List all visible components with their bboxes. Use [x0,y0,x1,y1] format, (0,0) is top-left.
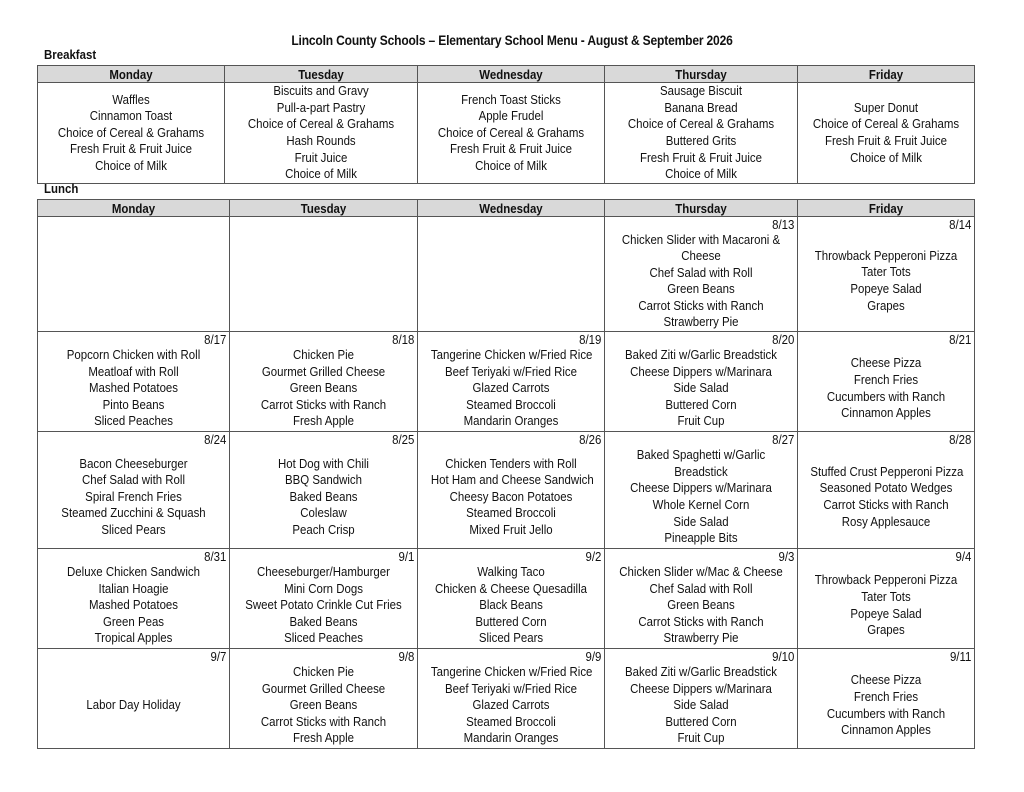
menu-item: Popcorn Chicken with Roll [66,347,201,363]
lunch-cell [798,332,975,432]
date-label: 9/2 [585,548,602,564]
menu-item: Apple Frudel [478,108,544,124]
menu-items [617,83,786,183]
menu-items [49,447,217,548]
menu-item: Buttered Corn [665,713,737,729]
breakfast-day-header [605,66,798,83]
menu-items [49,664,217,748]
menu-items [429,664,593,748]
menu-item: Pinto Beans [102,396,165,412]
menu-items [809,664,964,748]
lunch-cell [418,549,605,649]
menu-item: Grapes [867,622,905,638]
menu-item: Carrot Sticks with Ranch [823,497,949,512]
date-label: 8/17 [204,331,227,347]
lunch-cell-content [798,218,974,331]
date-label: 8/25 [392,431,415,447]
day-name: Monday [111,200,156,216]
menu-items [809,447,964,548]
lunch-cell [605,549,798,649]
lunch-week-row [38,332,975,432]
menu-item: Italian Hoagie [98,580,169,596]
menu-item: Coleslaw [300,505,347,521]
breakfast-cell [38,83,225,184]
menu-item: Super Donut [853,99,919,115]
lunch-cell [38,649,230,749]
page-title: Lincoln County Schools – Elementary School Menu - August & September 2026 [291,32,733,48]
menu-items [617,447,786,548]
menu-items [241,347,406,431]
menu-item: Baked Beans [289,488,358,504]
lunch-cell-content [230,218,417,331]
menu-item: Fruit Cup [677,730,725,746]
lunch-cell-content [418,650,604,748]
lunch-week-row [38,649,975,749]
menu-items [429,92,593,175]
menu-item: Chicken Pie [292,347,355,363]
menu-item: Fresh Fruit & Fruit Juice [69,141,193,157]
menu-item: Mixed Fruit Jello [469,521,553,537]
menu-item: French Toast Sticks [461,91,561,107]
day-name: Thursday [675,66,727,82]
lunch-cell [418,649,605,749]
menu-item: Side Salad [673,513,729,529]
lunch-day-header [418,200,605,217]
menu-item: Hash Rounds [286,133,356,148]
menu-item: Side Salad [673,697,729,713]
menu-item: Peach Crisp [292,521,355,537]
menu-item: Baked Ziti w/Garlic Breadstick [625,347,777,363]
menu-items [237,83,406,183]
lunch-cell-content [230,433,417,548]
menu-item: Tropical Apples [94,630,173,646]
lunch-header-row [38,200,975,217]
menu-item: Strawberry Pie [663,314,739,330]
lunch-cell-content [605,550,797,648]
breakfast-day-header [418,66,605,83]
lunch-cell-content [418,218,604,331]
menu-items [429,347,593,431]
date-label: 9/10 [772,648,795,664]
date-label: 8/26 [579,431,602,447]
menu-item: Chicken Slider w/Mac & Cheese [619,564,783,580]
menu-item: Choice of Milk [95,157,167,173]
menu-item: Choice of Cereal & Grahams [437,124,585,140]
lunch-cell [230,332,418,432]
breakfast-table [37,65,975,184]
menu-item: Green Beans [289,697,358,713]
menu-items [429,218,593,331]
menu-item: Cheese Pizza [850,355,922,371]
day-name: Friday [868,200,904,216]
lunch-cell-content [418,333,604,431]
menu-item: Throwback Pepperoni Pizza [814,572,958,588]
lunch-cell-content [605,433,797,548]
lunch-day-header [605,200,798,217]
menu-item: Beef Teriyaki w/Fried Rice [444,680,578,696]
menu-item: Carrot Sticks with Ranch [638,297,764,313]
menu-item: Carrot Sticks with Ranch [260,713,387,729]
menu-item: Gourmet Grilled Cheese [261,363,386,379]
lunch-cell [230,217,418,332]
menu-item: Seasoned Potato Wedges [819,480,953,496]
menu-item: Steamed Broccoli [466,713,556,729]
date-label: 9/1 [398,548,415,564]
date-label: 8/31 [204,548,227,564]
breakfast-cell [605,83,798,184]
date-label: 8/21 [949,331,972,347]
lunch-cell-content [38,333,229,431]
menu-item: Pineapple Bits [664,530,738,546]
menu-item: French Fries [853,371,919,387]
lunch-cell-content [38,550,229,648]
menu-items [429,564,593,648]
menu-item: Sliced Peaches [94,413,173,429]
lunch-day-header [798,200,975,217]
menu-item: Banana Bread [664,99,738,115]
lunch-cell [230,549,418,649]
menu-item: Beef Teriyaki w/Fried Rice [444,363,578,379]
breakfast-day-header [798,66,975,83]
menu-items [617,564,786,648]
breakfast-day-header [38,66,225,83]
menu-item: Fruit Cup [677,413,725,429]
date-label: 8/18 [392,331,415,347]
date-label: 9/11 [949,648,972,664]
menu-item: Cinnamon Toast [89,108,173,124]
lunch-cell [605,432,798,549]
lunch-week-row [38,217,975,332]
menu-item: Tangerine Chicken w/Fried Rice [430,347,593,363]
menu-item: Bacon Cheeseburger [79,455,188,471]
menu-item: Mandarin Oranges [463,413,559,429]
menu-item: Chicken & Cheese Quesadilla [435,580,587,596]
day-name: Tuesday [298,66,344,82]
menu-item: Glazed Carrots [472,697,550,713]
menu-item: Green Beans [667,597,735,613]
menu-items [617,232,786,332]
menu-item: Tater Tots [861,588,911,604]
lunch-cell-content [230,650,417,748]
menu-item: Fresh Apple [292,730,355,746]
menu-item: Waffles [112,91,150,107]
day-name: Wednesday [479,200,543,216]
menu-item: Sausage Biscuit [659,83,743,99]
menu-item: Grapes [867,297,905,313]
menu-item: Sliced Pears [101,521,166,537]
menu-item: Mini Corn Dogs [284,580,363,596]
breakfast-cell [418,83,605,184]
menu-item: Choice of Milk [285,166,357,182]
menu-item: Baked Ziti w/Garlic Breadstick [625,664,777,680]
menu-items [809,100,964,166]
menu-item: Chicken Slider with Macaroni & [621,231,781,247]
menu-items [429,447,593,548]
breakfast-day-header [225,66,418,83]
date-label: 9/7 [210,648,227,664]
day-name: Friday [868,66,904,82]
date-label: 8/19 [579,331,602,347]
menu-item: Mandarin Oranges [463,730,559,746]
menu-item: Choice of Milk [475,157,547,173]
lunch-cell-content [605,650,797,748]
lunch-cell-content [38,218,229,331]
menu-item: French Fries [853,688,919,704]
menu-item: Spiral French Fries [85,488,182,504]
lunch-cell [418,432,605,549]
date-label: 8/13 [772,216,795,232]
menu-item: Chef Salad with Roll [649,580,753,596]
date-label: 9/3 [778,548,795,564]
menu-items [241,664,406,748]
menu-item: Choice of Cereal & Grahams [627,116,775,132]
menu-item: Fresh Fruit & Fruit Juice [449,141,573,157]
day-name: Wednesday [479,66,543,82]
menu-item: Tater Tots [861,264,911,280]
menu-item: Fruit Juice [294,149,348,165]
menu-items [809,564,964,648]
lunch-cell-content [798,650,974,748]
lunch-cell-content [798,550,974,648]
menu-item: Steamed Zucchini & Squash [61,505,206,521]
menu-item: Cheese Dippers w/Marinara [630,480,772,496]
menu-item: Baked Spaghetti w/Garlic [636,447,766,463]
menu-item: Fresh Fruit & Fruit Juice [824,133,948,148]
lunch-cell [38,332,230,432]
lunch-table [37,199,975,749]
menu-items [617,664,786,748]
lunch-cell [38,217,230,332]
menu-item: Hot Ham and Cheese Sandwich [430,472,594,488]
menu-item: Buttered Corn [665,396,737,412]
menu-item: Popeye Salad [850,605,922,621]
menu-item: Tangerine Chicken w/Fried Rice [430,664,593,680]
menu-item: Hot Dog with Chili [278,455,369,471]
lunch-cell [798,549,975,649]
menu-item: Chef Salad with Roll [649,264,753,280]
menu-item: Green Peas [102,613,165,629]
menu-item: Cheese Dippers w/Marinara [630,680,772,696]
menu-item: Cinnamon Apples [841,405,931,421]
lunch-cell [38,549,230,649]
lunch-cell-content [230,550,417,648]
lunch-day-header [38,200,230,217]
menu-items [49,564,217,648]
lunch-cell-content [38,433,229,548]
menu-item: Cinnamon Apples [841,722,931,738]
menu-item: Choice of Milk [850,149,922,165]
menu-item: Gourmet Grilled Cheese [261,680,386,696]
lunch-week-row [38,432,975,549]
menu-item: Walking Taco [477,564,545,580]
lunch-cell-content [798,433,974,548]
menu-item: Fresh Apple [292,413,355,429]
menu-item: Choice of Cereal & Grahams [247,116,395,132]
lunch-cell [798,217,975,332]
menu-item: Breadstick [674,463,728,479]
menu-item: Cucumbers with Ranch [826,705,946,721]
menu-item: Chicken Pie [292,664,355,680]
menu-item: Buttered Corn [475,613,547,629]
menu-items [49,347,217,431]
menu-items [241,218,406,331]
menu-item: Choice of Cereal & Grahams [57,124,205,140]
menu-item: Black Beans [479,597,543,613]
menu-item: Buttered Grits [665,133,737,148]
menu-item: Pull-a-part Pastry [276,99,366,115]
menu-items [809,347,964,431]
lunch-cell [798,649,975,749]
breakfast-cell [798,83,975,184]
menu-item: Baked Beans [289,613,358,629]
menu-items [49,218,217,331]
lunch-cell-content [605,333,797,431]
lunch-cell [605,332,798,432]
lunch-cell-content [418,550,604,648]
menu-items [241,564,406,648]
menu-item: Biscuits and Gravy [273,83,369,99]
lunch-label: Lunch [44,181,79,196]
date-label: 8/28 [949,431,972,447]
menu-item: Cheese Pizza [850,672,922,688]
lunch-cell-content [418,433,604,548]
menu-item: Cucumbers with Ranch [826,388,946,404]
day-name: Thursday [675,200,727,216]
date-label: 8/20 [772,331,795,347]
menu-item: Cheesy Bacon Potatoes [449,488,573,504]
lunch-cell-content [798,333,974,431]
lunch-cell [230,432,418,549]
breakfast-label: Breakfast [44,47,97,62]
lunch-cell [605,217,798,332]
menu-item: Green Beans [289,380,358,396]
date-label: 9/4 [955,548,972,564]
menu-item: BBQ Sandwich [285,472,362,488]
menu-item: Side Salad [673,380,729,396]
menu-item: Popeye Salad [850,281,922,296]
menu-item: Strawberry Pie [663,630,739,646]
lunch-cell [418,332,605,432]
date-label: 9/9 [585,648,602,664]
lunch-cell [38,432,230,549]
menu-item: Stuffed Crust Pepperoni Pizza [810,463,964,479]
menu-item: Chef Salad with Roll [81,472,186,488]
lunch-cell [230,649,418,749]
lunch-cell-content [230,333,417,431]
menu-item: Cheese Dippers w/Marinara [630,363,772,379]
menu-item: Sliced Peaches [284,630,363,646]
menu-items [241,447,406,548]
menu-items [809,232,964,331]
menu-item: Choice of Cereal & Grahams [812,116,960,132]
lunch-cell-content [38,650,229,748]
lunch-cell [605,649,798,749]
menu-item: Glazed Carrots [472,380,550,396]
menu-item: Throwback Pepperoni Pizza [814,247,958,263]
date-label: 9/8 [398,648,415,664]
menu-item: Rosy Applesauce [841,513,931,529]
menu-item: Fresh Fruit & Fruit Juice [639,149,763,165]
menu-item: Mashed Potatoes [88,597,179,613]
menu-items [617,347,786,431]
day-name: Monday [109,66,153,82]
breakfast-row [38,83,975,184]
menu-item: Cheese [681,248,721,264]
menu-item: Chicken Tenders with Roll [445,455,577,471]
menu-item: Meatloaf with Roll [88,363,179,379]
lunch-cell-content [605,218,797,331]
day-name: Tuesday [300,200,347,216]
lunch-week-row [38,549,975,649]
menu-items [49,92,213,175]
menu-item: Sweet Potato Crinkle Cut Fries [245,597,402,613]
menu-item: Cheeseburger/Hamburger [257,564,390,580]
menu-item: Deluxe Chicken Sandwich [67,564,200,580]
menu-item: Steamed Broccoli [466,505,556,521]
menu-item: Steamed Broccoli [466,396,556,412]
date-label: 8/27 [772,431,795,447]
menu-item: Carrot Sticks with Ranch [260,396,387,412]
menu-item: Labor Day Holiday [86,697,181,713]
menu-item: Mashed Potatoes [88,380,179,396]
breakfast-cell [225,83,418,184]
menu-item: Choice of Milk [665,166,737,182]
breakfast-header-row [38,66,975,83]
menu-item: Whole Kernel Corn [652,497,750,512]
lunch-cell [418,217,605,332]
date-label: 8/14 [949,216,972,232]
menu-item: Carrot Sticks with Ranch [638,613,764,629]
lunch-cell [798,432,975,549]
date-label: 8/24 [204,431,227,447]
menu-item: Sliced Pears [478,630,544,646]
menu-item: Green Beans [667,281,735,297]
lunch-day-header [230,200,418,217]
